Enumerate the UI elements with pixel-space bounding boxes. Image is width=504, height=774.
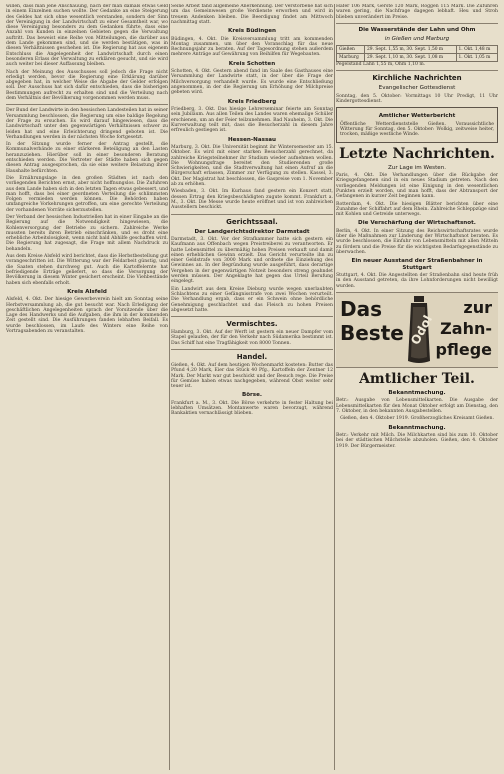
section-subheading: Bekanntmachung. bbox=[388, 390, 446, 397]
column-rule bbox=[169, 4, 170, 770]
article-paragraph: Betr.: Ausgabe von Lebensmittelkarten. Die Ausgabe der Lebensmittelkarten für den Monat Oktober erfolgt am Dienstag, den 7. Oktober, in den bekannten Ausgabestellen. bbox=[336, 398, 498, 415]
weather-box bbox=[336, 107, 498, 142]
article-paragraph: Friedberg, 3. Okt. Das hiesige Lehrerseminar feierte am Sonntag sein Jubiläum. Aus allen Teilen des Landes waren ehemalige Schüler erschienen, um an der Feier teilzunehmen. Bad Nauheim, 3. Okt. Die Kurverwaltung teilt mit, dass die Besucherzahl in diesem Jahre erfreulich gestiegen ist. bbox=[171, 107, 333, 134]
article-paragraph: Alsfeld, 4. Okt. Der hiesige Gewerbeverein hielt am Sonntag seine Herbstversammlung ab, die gut besucht war. Nach Erledigung der geschäftlichen Angelegenheiten sprach der Vorsitzende über die Lage des Handwerks und die Aufgaben, die ihm in der kommenden Zeit gestellt sind. Die Ausführungen fanden lebhaften Beifall. Es wurde beschlossen, im Laufe des Winters eine Reihe von Vortragsabenden zu veranstalten. bbox=[6, 297, 168, 335]
article-paragraph: Berlin, 4. Okt. In einer Sitzung des Reichswirtschaftsrates wurde über die Maßnahmen zur Linderung der Wirtschaftsnot beraten. Es wurde beschlossen, die Einfuhr von Lebensmitteln mit allen Mitteln zu fördern und die Preise für die wichtigsten Bedarfsgegenstände zu überwachen. bbox=[336, 228, 498, 256]
table-row bbox=[337, 53, 498, 61]
article-paragraph: Ein Landwirt aus dem Kreise Dieburg wurde wegen unerlaubten Schlachtens zu einer Gefängnisstrafe von zwei Wochen verurteilt. Die Verhandlung ergab, dass er ein Schwein ohne behördliche Genehmigung geschlachtet und das Fleisch zu hohen Preisen abgesetzt hatte. bbox=[171, 286, 333, 313]
article-paragraph: Seine Arbeit fand allgemeine Anerkennung. Der Verstorbene hat sich um das Gemeinwesen große Verdienste erworben und wird in treuem Andenken bleiben. Die Beerdigung findet am Mittwoch nachmittag statt. bbox=[171, 4, 333, 25]
table-cell: 29. Sept. 1,55 m, 30. Sept. 1,50 m bbox=[364, 45, 456, 53]
ad-word: zur bbox=[463, 298, 492, 318]
article-paragraph: Paris, 4. Okt. Die Verhandlungen über die Rückgabe der Kriegsgefangenen sind in ein neues Stadium getreten. Nach den vorliegenden Meldungen ist eine Einigung in den wesentlichen Punkten erzielt worden, und man hofft, dass der Abtransport der Gefangenen in kurzer Zeit beginnen kann. bbox=[336, 173, 498, 200]
article-paragraph: Schotten, 4. Okt. Gestern abend fand im Saale des Gasthauses eine Versammlung der Landwirte statt, in der über die Frage der Milchversorgung verhandelt wurde. Es wurde eine Entschließung angenommen, in der die Regierung um Erhöhung der Milchpreise gebeten wird. bbox=[171, 69, 333, 96]
article-paragraph: Öffentliche Wetterdienststelle Gießen. Voraussichtliche Witterung für Sonntag, den 5. Oktober: Wolkig, zeitweise heiter, trocken, mäßige westliche Winde. bbox=[340, 121, 494, 138]
article-paragraph: Hamburg, 3. Okt. Auf der Werft ist gestern ein neuer Dampfer vom Stapel gelaufen, der für den Verkehr nach Südamerika bestimmt ist. Das Schiff hat eine Tragfähigkeit von 8000 Tonnen. bbox=[171, 330, 333, 346]
article-paragraph: Marburg, 3. Okt. Die Universität beginnt ihr Wintersemester am 15. Oktober. Es wird mit einer starken Besucherzahl gerechnet, da zahlreiche Kriegsteilnehmer ihr Studium wieder aufnehmen wollen. Die Wohnungsfrage bereitet den Studierenden große Schwierigkeiten, und die Stadtverwaltung hat einen Aufruf an die Bürgerschaft erlassen, Zimmer zur Verfügung zu stellen. Kassel, 3. Okt. Der Magistrat hat beschlossen, die Gaspreise vom 1. November ab zu erhöhen. bbox=[171, 144, 333, 188]
toothpaste-advertisement bbox=[336, 292, 498, 368]
section-subheading: Zur Lage im Westen. bbox=[387, 164, 447, 171]
section-heading: Handel. bbox=[236, 352, 268, 361]
table-cell: Marburg bbox=[337, 53, 365, 61]
section-heading: Gerichtssaal. bbox=[226, 217, 278, 226]
article-paragraph: Stuttgart, 4. Okt. Die Angestellten der Straßenbahn sind heute früh in den Ausstand getreten, da ihre Lohnforderungen nicht bewilligt wurden. bbox=[336, 273, 498, 289]
column-rule bbox=[334, 4, 335, 770]
water-level-table bbox=[336, 45, 498, 62]
article-paragraph: Aus dem Kreise Alsfeld wird berichtet, dass die Herbstbestellung gut vorangeschritten ist. Die Witterung war der Feldarbeit günstig, und die Saaten stehen durchweg gut. Auch die Kartoffelernte hat befriedigende Erträge geliefert, so dass die Versorgung der Bevölkerung in diesem Winter gesichert erscheint. Die Viehbestände haben sich ebenfalls erholt. bbox=[6, 254, 168, 286]
section-heading: Letzte Nachrichten. bbox=[339, 145, 495, 162]
article-paragraph: Gießen, 4. Okt. Auf dem heutigen Wochenmarkt kosteten: Butter das Pfund 4,20 Mark, Eier das Stück 40 Pfg., Kartoffeln der Zentner 12 Mark. Der Markt war gut beschickt und der Besuch rege. Die Preise für Gemüse haben etwas nachgegeben, während Obst weiter sehr teuer ist. bbox=[171, 362, 333, 390]
ad-word: Das bbox=[340, 297, 383, 322]
article-paragraph: Pegelstand Lahn 1,55 m, Ohm 1,10 m. bbox=[336, 62, 426, 68]
section-heading: Börse. bbox=[241, 392, 263, 399]
divider bbox=[171, 316, 333, 317]
section-heading: Ein neuer Ausstand der Straßenbahner in Stuttgart bbox=[351, 258, 483, 271]
ad-word: pflege bbox=[435, 340, 492, 360]
section-heading: Kreis Friedberg bbox=[227, 98, 277, 105]
section-heading: Kreis Schotten bbox=[228, 60, 276, 67]
article-paragraph: Die Ernährungslage in den großen Städten ist nach den vorliegenden Berichten ernst, aber nicht hoffnungslos. Die Zufuhren aus dem Lande haben sich in den letzten Tagen etwas gebessert, und man hofft, dass bei einer geordneten Verteilung die schlimmsten Folgen vermieden werden können. Die Behörden haben umfangreiche Vorkehrungen getroffen, um eine gerechte Verteilung der vorhandenen Vorräte sicherzustellen. bbox=[6, 175, 168, 213]
table-cell: Gießen bbox=[337, 45, 365, 53]
table-cell: 29. Sept. 1,10 m, 30. Sept. 1,08 m bbox=[364, 53, 456, 61]
table-cell: 1. Okt. 1,05 m bbox=[456, 53, 497, 61]
table-cell: 1. Okt. 1,48 m bbox=[456, 45, 497, 53]
section-subheading: Der Landgerichtsdirektor Darmstadt bbox=[194, 228, 310, 235]
article-paragraph: Nach der Meinung des Ausschusses soll jedoch die Frage nicht erledigt werden, bevor die Regierung eine Erklärung darüber abgegeben hat, in welcher Weise die Abgabe der Gelder erfolgen soll. Der Ausschuss hat sich dafür entschieden, dass die bisherigen Bestimmungen aufrecht zu erhalten sind und die Verteilung nach dem Verhältnis der Bevölkerung vorgenommen werden muss. bbox=[6, 69, 168, 102]
article-paragraph: Frankfurt a. M., 3. Okt. Die Börse verkehrte in fester Haltung bei lebhaften Umsätzen. Montanwerte waren bevorzugt, während Bankaktien vernachlässigt blieben. bbox=[171, 400, 333, 417]
section-heading: Kreis Büdingen bbox=[227, 28, 276, 35]
section-heading: Hessen-Nassau bbox=[227, 136, 277, 143]
column-middle bbox=[171, 4, 333, 770]
section-subheading: Bekanntmachung. bbox=[388, 424, 446, 431]
section-subheading: in Gießen und Marburg bbox=[384, 36, 450, 43]
divider bbox=[336, 23, 498, 24]
divider bbox=[6, 104, 168, 105]
ad-brand: Odol bbox=[408, 313, 436, 348]
section-heading: Amtlicher Teil. bbox=[359, 371, 475, 388]
article-paragraph: Darmstadt, 3. Okt. Vor der Strafkammer hatte sich gestern ein Kaufmann aus Offenbach wegen Preistreiberei zu verantworten. Er hatte Lebensmittel zu übermäßig hohen Preisen verkauft und damit einen erheblichen Gewinn erzielt. Das Gericht verurteilte ihn zu einer Geldstrafe von 3000 Mark und ordnete die Einziehung des Gewinnes an. In der Begründung wurde ausgeführt, dass derartige Vergehen in der gegenwärtigen Notzeit besonders streng geahndet werden müssen. Der Angeklagte hat gegen das Urteil Berufung eingelegt. bbox=[171, 236, 333, 285]
newspaper-page bbox=[6, 4, 498, 770]
section-heading: Amtlicher Wetterbericht bbox=[378, 113, 456, 120]
column-right bbox=[336, 4, 498, 770]
article-paragraph: In der Sitzung wurde ferner der Antrag gestellt, die Kommunalverbände zu einer stärkeren Beteiligung an den Lasten heranzuziehen. Hierüber soll in einer besonderen Beratung entschieden werden. Die Vertreter der Städte haben sich gegen diesen Antrag ausgesprochen, da sie eine weitere Belastung ihrer Haushalte befürchten. bbox=[6, 142, 168, 174]
section-heading: Vermischtes. bbox=[226, 320, 278, 329]
article-paragraph: Sonntag, den 5. Oktober: Vormittags 10 Uhr Predigt, 11 Uhr Kindergottesdienst. bbox=[336, 93, 498, 105]
article-paragraph: willen, dass man jene Anschauung, nach der man damals etwas Geld in einem Einzelnen suchen wollte. Der Gedanke an eine Steigerung des Geldes hat sich ohne wesentlich verstanden, sondern der Sinn der Vereinigung in der Landwirtschaft zu einer Gesamtheit war, wo diese Vereinigung besonders zu dem Gedanken führte, dass eine Anzahl von Kunden in einzelnen Gebieten gegen die Verwaltung auftritt. Das beweist eine Reihe von Mitteilungen, die darüber aus dem Lande gekommen sind, und sie werden bestätigen, was in diesen Verhältnissen geschehen ist. Die Regierung hat aus eigenem Entschluss die Angelegenheit der Landwirtschaft durch einen besonderen Erlass der Verwaltung zu erklären gesucht, und sie wird auch weiter bei dieser Auffassung bleiben. bbox=[6, 4, 168, 68]
article-paragraph: Wiesbaden, 3. Okt. Im Kurhaus fand gestern ein Konzert statt, dessen Ertrag den Kriegsbeschädigten zugute kommt. Frankfurt a. M., 3. Okt. Die Messe wurde heute eröffnet und ist von zahlreichen Ausstellern beschickt. bbox=[171, 189, 333, 211]
article-paragraph: Büdingen, 4. Okt. Die Kreisversammlung tritt am kommenden Montag zusammen, um über den Voranschlag für das neue Rechnungsjahr zu beraten. Auf der Tagesordnung stehen außerdem mehrere Anträge auf Gewährung von Beihilfen für Wegebauten. bbox=[171, 36, 333, 58]
divider bbox=[171, 214, 333, 215]
article-paragraph: Gießen, den 4. Oktober 1919. Großherzogliches Kreisamt Gießen. bbox=[340, 416, 494, 422]
section-subheading: Evangelischer Gottesdienst bbox=[378, 85, 456, 92]
ad-word: Zahn- bbox=[440, 319, 492, 339]
table-row bbox=[337, 45, 498, 53]
section-heading: Kirchliche Nachrichten bbox=[372, 74, 462, 83]
section-heading: Die Wasserstände der Lahn und Ohm bbox=[358, 26, 476, 33]
article-paragraph: Betr.: Verkehr mit Milch. Die Milchkarten sind bis zum 10. Oktober bei der städtischen Milchstelle abzuholen. Gießen, den 4. Oktober 1919. Der Bürgermeister. bbox=[336, 433, 498, 449]
divider bbox=[336, 70, 498, 71]
section-heading: Kreis Alsfeld bbox=[67, 288, 107, 295]
article-paragraph: Der Bund der Landwirte in den hessischen Landesteilen hat in seiner Versammlung beschlossen, die Regierung um eine baldige Regelung der Frage zu ersuchen. Es wird darauf hingewiesen, dass die Landwirtschaft unter den gegenwärtigen Verhältnissen schwer zu leiden hat und eine Erleichterung dringend geboten ist. Die Verhandlungen werden in der nächsten Woche fortgesetzt. bbox=[6, 108, 168, 140]
article-paragraph: Hafer 106 Mark, Gerste 120 Mark, Roggen 115 Mark. Die Zufuhren waren gering, die Nachfrage dagegen lebhaft. Heu und Stroh blieben unverändert im Preise. bbox=[336, 4, 498, 20]
section-heading: Die Verschärfung der Wirtschaftsnot. bbox=[358, 220, 476, 227]
article-paragraph: Der Verband der hessischen Industriellen hat in einer Eingabe an die Regierung auf die Notwendigkeit hingewiesen, die Kohlenversorgung der Betriebe zu sichern. Zahlreiche Werke mussten bereits ihren Betrieb einschränken, und es droht eine erhebliche Arbeitslosigkeit, wenn nicht bald Abhilfe geschaffen wird. Die Regierung hat zugesagt, die Frage mit allem Nachdruck zu behandeln. bbox=[6, 214, 168, 252]
column-left bbox=[6, 4, 168, 770]
divider bbox=[171, 349, 333, 350]
ad-word: Beste bbox=[340, 321, 404, 346]
article-paragraph: Rotterdam, 4. Okt. Die hiesigen Blätter berichten über eine Zunahme der Schiffahrt auf dem Rhein. Zahlreiche Schleppzüge sind mit Kohlen und Getreide unterwegs. bbox=[336, 201, 498, 218]
